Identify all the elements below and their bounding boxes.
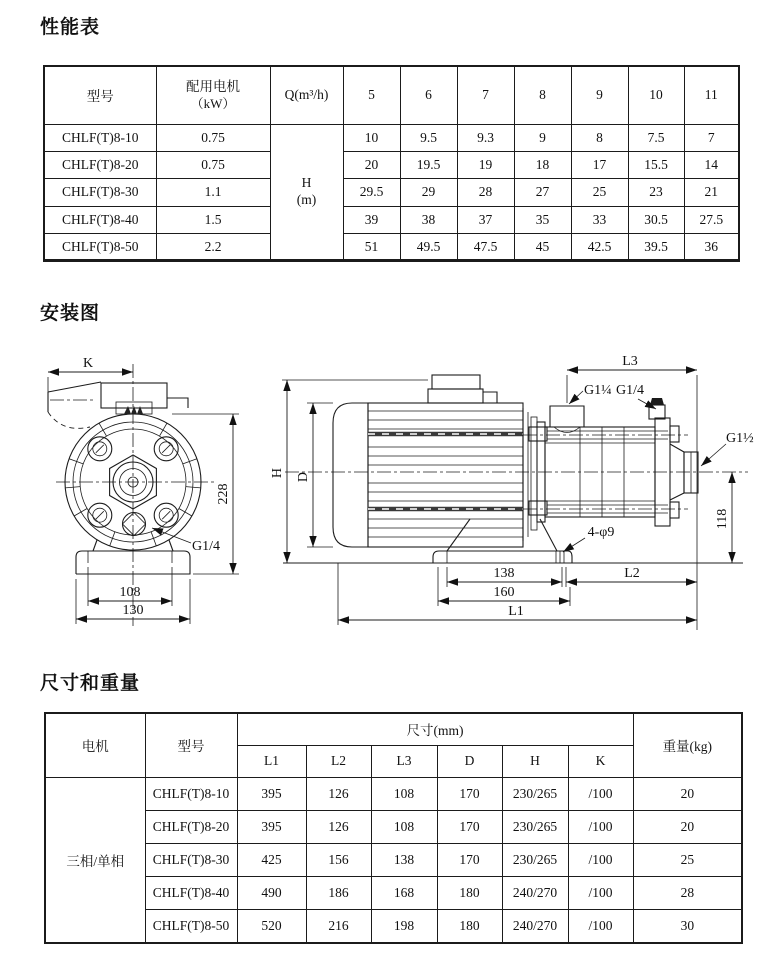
cell-power: 2.2 [156,234,270,261]
cell-head: 29.5 [343,179,400,206]
size-col-k: K [568,745,633,777]
cell-value: 520 [237,910,306,943]
cell-head: 27.5 [684,206,739,233]
cell-weight: 20 [633,810,742,843]
cell-value: 230/265 [502,843,568,876]
table-row [44,179,739,206]
dimensions-table [44,712,743,944]
cell-value: 170 [437,810,502,843]
table-row [44,206,739,233]
installation-section-title: 安装图 [40,303,101,324]
cell-value: 138 [371,843,437,876]
flow-col-0: 5 [343,66,400,124]
cell-model: CHLF(T)8-40 [145,877,237,910]
size-col-l2: L2 [306,745,371,777]
col-header-model: 型号 [145,713,237,777]
front-view [48,356,239,626]
cell-head: 36 [684,234,739,261]
front-g14-label: G1/4 [192,539,220,554]
cell-value: 198 [371,910,437,943]
cell-value: 170 [437,843,502,876]
dim-l1-label: L1 [508,604,524,619]
flow-col-3: 8 [514,66,571,124]
dim-118-label: 118 [715,508,730,530]
size-col-l3: L3 [371,745,437,777]
cell-power: 0.75 [156,124,270,151]
side-g14-label: G1/4 [616,383,644,398]
cell-value: 126 [306,810,371,843]
col-header-motor [156,66,270,124]
cell-head: 35 [514,206,571,233]
dim-130-label: 130 [122,603,144,618]
cell-model: CHLF(T)8-30 [44,179,156,206]
cell-head: 25 [571,179,628,206]
size-col-d: D [437,745,502,777]
dim-h-label: H [270,467,285,479]
cell-model: CHLF(T)8-10 [44,124,156,151]
cell-weight: 25 [633,843,742,876]
dim-l2-label: L2 [624,566,640,581]
size-col-h: H [502,745,568,777]
dim-138-label: 138 [493,566,515,581]
dim-160-label: 160 [493,585,515,600]
head-label: H [301,175,312,191]
dim-108-label: 108 [119,585,141,600]
cell-head: 30.5 [628,206,684,233]
dim-d-label: D [296,471,311,483]
performance-table [43,65,740,262]
motor-fins [368,411,523,537]
table-row [45,910,742,943]
cell-head: 18 [514,151,571,178]
cell-head: 38 [400,206,457,233]
cell-head: 9.3 [457,124,514,151]
cell-value: 216 [306,910,371,943]
col-header-weight: 重量(kg) [633,713,742,777]
cell-head: 51 [343,234,400,261]
cell-head: 10 [343,124,400,151]
cell-model: CHLF(T)8-50 [145,910,237,943]
cell-value: 395 [237,777,306,810]
flow-col-6: 11 [684,66,739,124]
table-row [45,843,742,876]
cell-head: 7.5 [628,124,684,151]
cell-head: 29 [400,179,457,206]
cell-head: 9.5 [400,124,457,151]
dim-l3-label: L3 [622,354,638,369]
cell-head: 19.5 [400,151,457,178]
cell-head: 9 [514,124,571,151]
cell-value: 126 [306,777,371,810]
size-col-l1: L1 [237,745,306,777]
cell-value: /100 [568,877,633,910]
cell-head: 39 [343,206,400,233]
cell-model: CHLF(T)8-50 [44,234,156,261]
cell-weight: 30 [633,910,742,943]
cell-value: 108 [371,777,437,810]
table-row [45,777,742,810]
cell-head: 28 [457,179,514,206]
cell-head: 47.5 [457,234,514,261]
flow-col-4: 9 [571,66,628,124]
cell-value: /100 [568,843,633,876]
cell-weight: 20 [633,777,742,810]
cell-head: 39.5 [628,234,684,261]
cell-head: 33 [571,206,628,233]
table-row [45,877,742,910]
motor-header-line1: 配用电机 [186,78,240,94]
cell-model: CHLF(T)8-30 [145,843,237,876]
cell-head: 27 [514,179,571,206]
col-header-size-group: 尺寸(mm) [237,713,633,745]
cell-head: 19 [457,151,514,178]
cell-value: 230/265 [502,777,568,810]
col-header-flow: Q(m³/h) [270,66,343,124]
head-unit: (m) [296,191,317,207]
cell-model: CHLF(T)8-20 [145,810,237,843]
dim-k-label: K [82,356,94,371]
side-g1h-label: G1½ [726,431,754,446]
side-view [270,354,754,630]
cell-value: 490 [237,877,306,910]
cell-head: 23 [628,179,684,206]
table-row [44,234,739,261]
cell-value: 108 [371,810,437,843]
cell-head: 21 [684,179,739,206]
cell-head: 42.5 [571,234,628,261]
cell-head: 7 [684,124,739,151]
holes-label: 4-φ9 [587,525,615,540]
cell-value: 240/270 [502,910,568,943]
flow-col-1: 6 [400,66,457,124]
cell-value: 156 [306,843,371,876]
cell-head: 37 [457,206,514,233]
table-row [45,810,742,843]
cell-model: CHLF(T)8-40 [44,206,156,233]
cell-value: 170 [437,777,502,810]
cell-weight: 28 [633,877,742,910]
cell-value: 425 [237,843,306,876]
cell-model: CHLF(T)8-20 [44,151,156,178]
cell-power: 1.5 [156,206,270,233]
cell-value: 168 [371,877,437,910]
cell-head: 20 [343,151,400,178]
dimensions-section-title: 尺寸和重量 [40,673,141,694]
cell-head: 14 [684,151,739,178]
flow-col-2: 7 [457,66,514,124]
motor-header-line2: （kW） [190,95,236,111]
phase-cell: 三相/单相 [45,777,145,943]
table-row [44,151,739,178]
installation-diagram [30,350,760,640]
cell-value: /100 [568,810,633,843]
cell-power: 0.75 [156,151,270,178]
cell-value: /100 [568,777,633,810]
performance-section-title: 性能表 [40,17,101,38]
cell-value: 180 [437,910,502,943]
table-row [44,124,739,151]
side-g1q-label: G1¼ [584,383,612,398]
cell-value: 180 [437,877,502,910]
cell-value: 230/265 [502,810,568,843]
cell-power: 1.1 [156,179,270,206]
flow-col-5: 10 [628,66,684,124]
cell-head: 17 [571,151,628,178]
cell-value: 395 [237,810,306,843]
cell-head: 8 [571,124,628,151]
dim-228-label: 228 [216,483,231,505]
col-header-motor-phase: 电机 [45,713,145,777]
cell-value: /100 [568,910,633,943]
col-header-model: 型号 [44,66,156,124]
head-unit-cell [270,124,343,261]
cell-head: 45 [514,234,571,261]
cell-model: CHLF(T)8-10 [145,777,237,810]
cell-value: 240/270 [502,877,568,910]
cell-head: 15.5 [628,151,684,178]
cell-value: 186 [306,877,371,910]
cell-head: 49.5 [400,234,457,261]
